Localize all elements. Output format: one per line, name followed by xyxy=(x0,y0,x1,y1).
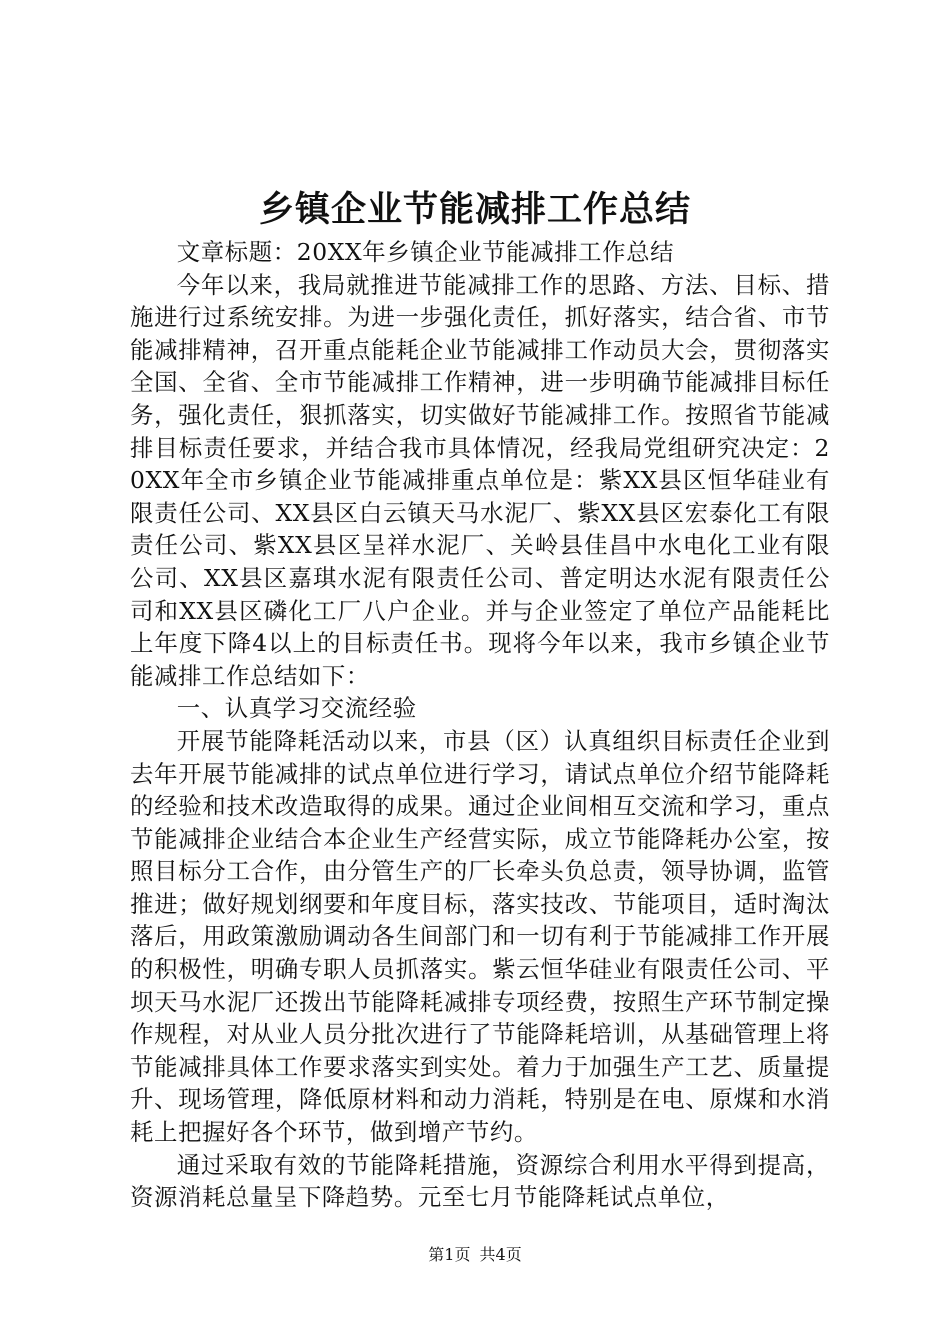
page-total: 共4页 xyxy=(479,1245,522,1264)
paragraph-intro: 今年以来，我局就推进节能减排工作的思路、方法、目标、措施进行过系统安排。为进一步强化责任，抓好落实，结合省、市节能减排精神，召开重点能耗企业节能减排工作动员大会，贯彻落实全国、全省、全市节能减排工作精神，进一步明确节能减排目标任务，强化责任，狠抓落实，切实做好节能减排工作。按照省节能减排目标责任要求，并结合我市具体情况，经我局党组研究决定：20XX年全市乡镇企业节能减排重点单位是：紫XX县区恒华硅业有限责任公司、XX县区白云镇天马水泥厂、紫XX县区宏泰化工有限责任公司、紫XX县区呈祥水泥厂、关岭县佳昌中水电化工业有限公司、XX县区嘉琪水泥有限责任公司、普定明达水泥有限责任公司和XX县区磷化工厂八户企业。并与企业签定了单位产品能耗比上年度下降4以上的目标责任书。现将今年以来，我市乡镇企业节能减排工作总结如下： xyxy=(130,270,830,690)
paragraph-results: 通过采取有效的节能降耗措施，资源综合利用水平得到提高，资源消耗总量呈下降趋势。元至七月节能降耗试点单位， xyxy=(130,1150,830,1212)
paragraph-section-1: 开展节能降耗活动以来，市县（区）认真组织目标责任企业到去年开展节能减排的试点单位进行学习，请试点单位介绍节能降耗的经验和技术改造取得的成果。通过企业间相互交流和学习，重点节能减排企业结合本企业生产经营实际，成立节能降耗办公室，按照目标分工合作，由分管生产的厂长牵头负总责，领导协调，监管推进；做好规划纲要和年度目标，落实技改、节能项目，适时淘汰落后，用政策激励调动各生间部门和一切有利于节能减排工作开展的积极性，明确专职人员抓落实。紫云恒华硅业有限责任公司、平坝天马水泥厂还拨出节能降耗减排专项经费，按照生产环节制定操作规程，对从业人员分批次进行了节能降耗培训，从基础管理上将节能减排具体工作要求落实到实处。着力于加强生产工艺、质量提升、现场管理，降低原材料和动力消耗，特别是在电、原煤和水消耗上把握好各个环节，做到增产节约。 xyxy=(130,726,830,1147)
page-footer xyxy=(0,1244,950,1266)
section-heading: 一、认真学习交流经验 xyxy=(176,694,417,723)
page-number: 第1页 xyxy=(428,1245,471,1264)
article-title-line: 文章标题：20XX年乡镇企业节能减排工作总结 xyxy=(176,238,675,266)
document-body xyxy=(130,236,830,1214)
document-title: 乡镇企业节能减排工作总结 xyxy=(258,189,691,230)
